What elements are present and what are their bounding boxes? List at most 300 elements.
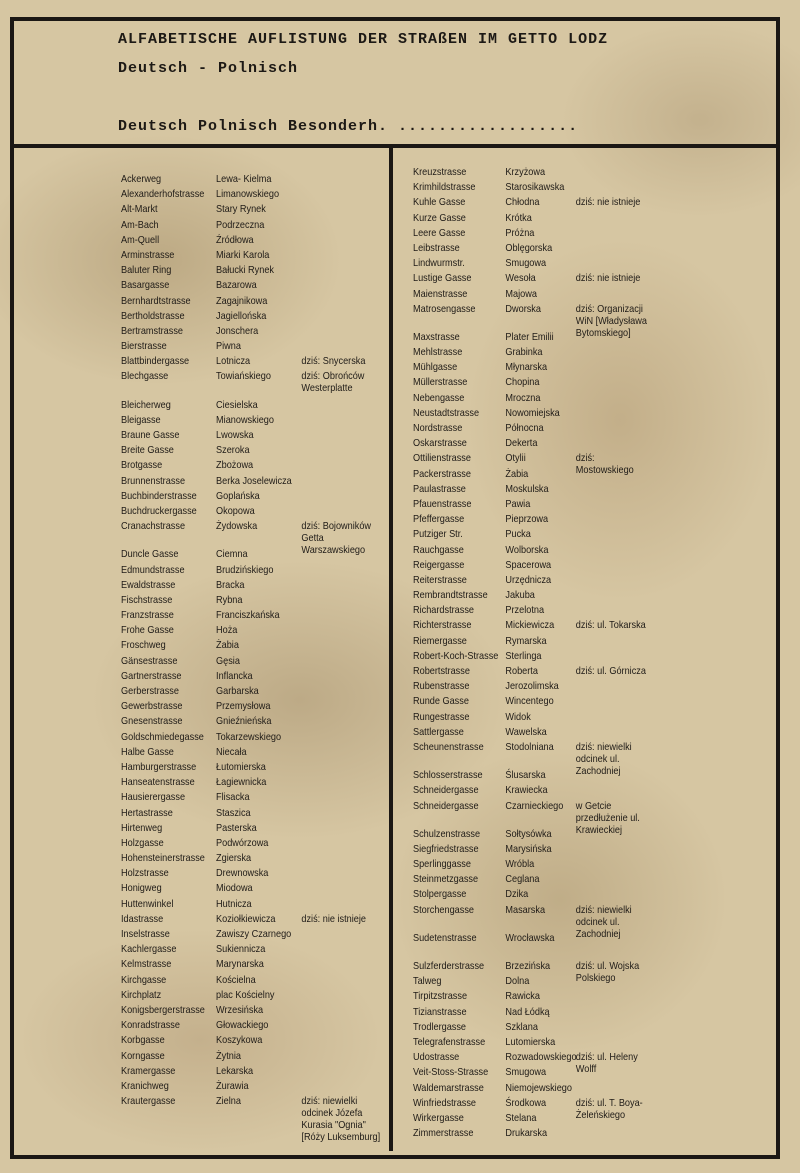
polish-street-name: Stelana bbox=[505, 1112, 537, 1124]
current-name-note: dziś: ul. Tokarska bbox=[575, 620, 646, 632]
polish-street-name: Jakuba bbox=[505, 590, 535, 602]
street-entry bbox=[413, 770, 730, 785]
german-street-name: Trodlergasse bbox=[413, 1021, 467, 1033]
german-street-name: Matrosengasse bbox=[413, 303, 476, 315]
german-street-name: Hamburgerstrasse bbox=[121, 761, 197, 773]
street-entry bbox=[413, 681, 730, 696]
street-entry bbox=[413, 727, 730, 742]
street-entry bbox=[121, 265, 354, 280]
street-entry bbox=[121, 430, 354, 445]
polish-street-name: Łagiewnicka bbox=[216, 777, 267, 789]
street-entry bbox=[413, 651, 730, 666]
polish-street-name: Bałucki Rynek bbox=[216, 265, 274, 277]
german-street-name: Buchbinderstrasse bbox=[121, 490, 197, 502]
german-street-name: Oskarstrasse bbox=[413, 438, 467, 450]
german-street-name: Kramergasse bbox=[121, 1065, 176, 1077]
polish-street-name: Wrocławska bbox=[505, 932, 555, 944]
polish-street-name: Wrzesińska bbox=[216, 1004, 264, 1016]
street-entry bbox=[413, 228, 730, 243]
street-entry bbox=[121, 701, 354, 716]
polish-street-name: Stodolniana bbox=[505, 741, 554, 753]
street-entry bbox=[121, 823, 354, 838]
current-name-note: dziś: ul. Wojska Polskiego bbox=[575, 961, 640, 984]
polish-street-name: Głowackiego bbox=[216, 1020, 269, 1032]
street-entry bbox=[121, 220, 354, 235]
german-street-name: Hohensteinerstrasse bbox=[121, 853, 205, 865]
street-entry bbox=[413, 859, 730, 874]
german-street-name: Udostrasse bbox=[413, 1052, 460, 1064]
polish-street-name: Wolborska bbox=[505, 544, 549, 556]
german-street-name: Reigergasse bbox=[413, 559, 465, 571]
polish-street-name: Majowa bbox=[505, 288, 537, 300]
german-street-name: Riemergasse bbox=[413, 635, 467, 647]
street-entry bbox=[413, 438, 730, 453]
german-street-name: Idastrasse bbox=[121, 913, 164, 925]
polish-street-name: Tokarzewskiego bbox=[216, 731, 282, 743]
street-entry bbox=[413, 889, 730, 904]
polish-street-name: Oblęgorska bbox=[505, 242, 553, 254]
polish-street-name: Jerozolimska bbox=[505, 681, 559, 693]
polish-street-name: Mianowskiego bbox=[216, 414, 274, 426]
street-entry bbox=[121, 506, 354, 521]
german-street-name: Fischstrasse bbox=[121, 594, 173, 606]
street-entry bbox=[413, 666, 730, 681]
street-entry bbox=[121, 732, 354, 747]
german-street-name: Braune Gasse bbox=[121, 430, 180, 441]
street-entry bbox=[121, 189, 354, 204]
polish-street-name: Mroczna bbox=[505, 392, 541, 404]
polish-street-name: Niecała bbox=[216, 746, 247, 758]
german-street-name: Brotgasse bbox=[121, 460, 163, 472]
german-street-name: Honigweg bbox=[121, 883, 162, 895]
street-entry bbox=[413, 829, 730, 844]
polish-street-name: Pucka bbox=[505, 529, 531, 541]
street-entry bbox=[413, 545, 730, 560]
german-street-name: Ewaldstrasse bbox=[121, 579, 176, 591]
street-entry bbox=[121, 808, 354, 823]
street-entry bbox=[121, 610, 354, 625]
german-street-name: Scheunenstrasse bbox=[413, 741, 484, 753]
german-street-name: Franzstrasse bbox=[121, 610, 174, 622]
street-entry bbox=[413, 1067, 730, 1082]
street-entry bbox=[121, 625, 354, 640]
polish-street-name: Nowomiejska bbox=[505, 407, 560, 419]
polish-street-name: Okopowa bbox=[216, 505, 255, 517]
german-street-name: Sperlinggasse bbox=[413, 859, 471, 871]
street-entry bbox=[121, 326, 354, 341]
street-entry bbox=[121, 640, 354, 655]
polish-street-name: Przemysłowa bbox=[216, 701, 271, 713]
street-entry bbox=[413, 289, 730, 304]
street-entry bbox=[413, 484, 730, 499]
polish-street-name: Berka Joselewicza bbox=[216, 475, 292, 487]
german-street-name: Blattbindergasse bbox=[121, 356, 190, 368]
german-street-name: Maienstrasse bbox=[413, 288, 468, 300]
street-entry bbox=[121, 1020, 354, 1035]
polish-street-name: Masarska bbox=[505, 904, 546, 916]
street-entry bbox=[121, 1005, 354, 1020]
polish-street-name: Urzędnicza bbox=[505, 574, 552, 586]
german-street-name: Richterstrasse bbox=[413, 620, 472, 632]
street-entry bbox=[121, 671, 354, 686]
german-street-name: Mühlgasse bbox=[413, 362, 458, 374]
street-entry bbox=[413, 469, 730, 484]
polish-street-name: Marynarska bbox=[216, 959, 264, 971]
street-entry bbox=[121, 491, 354, 506]
german-street-name: Schlosserstrasse bbox=[413, 770, 483, 782]
german-street-name: Hanseatenstrasse bbox=[121, 777, 195, 789]
street-entry bbox=[413, 696, 730, 711]
street-entry bbox=[121, 1035, 354, 1050]
german-street-name: Breite Gasse bbox=[121, 445, 174, 457]
street-entry bbox=[121, 929, 354, 944]
german-street-name: Reiterstrasse bbox=[413, 574, 467, 586]
polish-street-name: Czarnieckiego bbox=[505, 800, 564, 812]
polish-street-name: Łutomierska bbox=[216, 761, 266, 773]
current-name-note: dziś: Snycerska bbox=[301, 356, 366, 368]
polish-street-name: Dolna bbox=[505, 976, 530, 988]
polish-street-name: Żabia bbox=[505, 468, 529, 480]
street-entry bbox=[413, 712, 730, 727]
polish-street-name: Garbarska bbox=[216, 686, 259, 697]
german-street-name: Kirchgasse bbox=[121, 974, 167, 986]
street-entry bbox=[413, 197, 730, 212]
street-entry bbox=[121, 445, 354, 460]
street-entry bbox=[121, 250, 354, 265]
german-street-name: Putziger Str. bbox=[413, 529, 463, 541]
german-street-name: Wirkergasse bbox=[413, 1112, 464, 1124]
polish-street-name: Zgierska bbox=[216, 853, 252, 865]
street-entry bbox=[413, 347, 730, 362]
polish-street-name: Otylii bbox=[505, 453, 526, 465]
polish-street-name: Drewnowska bbox=[216, 868, 269, 880]
current-name-note: dziś: ul. T. Boya-Żeleńskiego bbox=[575, 1097, 643, 1121]
german-street-name: Duncle Gasse bbox=[121, 549, 179, 561]
german-street-name: Bernhardtstrasse bbox=[121, 295, 191, 307]
german-street-name: Waldemarstrasse bbox=[413, 1082, 484, 1094]
street-entry bbox=[121, 1066, 354, 1081]
german-street-name: Lustige Gasse bbox=[413, 273, 472, 285]
street-entry bbox=[121, 280, 354, 295]
german-street-name: Bierstrasse bbox=[121, 341, 167, 353]
german-street-name: Stolpergasse bbox=[413, 889, 467, 901]
street-entry bbox=[413, 423, 730, 438]
german-street-name: Packerstrasse bbox=[413, 468, 471, 480]
polish-street-name: Środkowa bbox=[505, 1097, 547, 1109]
current-name-note: dziś: ul. Górnicza bbox=[575, 666, 646, 677]
polish-street-name: Chłodna bbox=[505, 197, 540, 209]
german-street-name: Telegrafenstrasse bbox=[413, 1036, 486, 1048]
german-street-name: Basargasse bbox=[121, 280, 170, 292]
street-entry bbox=[121, 1051, 354, 1066]
german-street-name: Bertramstrasse bbox=[121, 325, 183, 337]
polish-street-name: Żabia bbox=[216, 640, 239, 652]
german-street-name: Kirchplatz bbox=[121, 989, 162, 1001]
german-street-name: Nebengasse bbox=[413, 392, 465, 404]
street-entry bbox=[121, 341, 354, 356]
street-entry bbox=[413, 605, 730, 620]
german-street-name: Korngasse bbox=[121, 1050, 165, 1062]
polish-street-name: Goplańska bbox=[216, 490, 260, 502]
polish-street-name: Żydowska bbox=[216, 521, 258, 533]
header-divider bbox=[10, 144, 780, 148]
polish-street-name: Marysińska bbox=[505, 843, 552, 855]
street-entry bbox=[121, 716, 354, 731]
german-street-name: Kreuzstrasse bbox=[413, 167, 467, 178]
current-name-note: dziś: nie istnieje bbox=[301, 913, 366, 925]
current-name-note: w Getcie przedłużenie ul. Krawieckiej bbox=[575, 800, 640, 836]
german-street-name: Bleigasse bbox=[121, 414, 161, 426]
street-entry bbox=[121, 549, 354, 564]
street-entry bbox=[413, 514, 730, 529]
street-entry bbox=[413, 213, 730, 228]
polish-street-name: Mickiewicza bbox=[505, 620, 555, 632]
street-entry bbox=[121, 656, 354, 671]
german-street-name: Rembrandtstrasse bbox=[413, 590, 488, 602]
polish-street-name: Lekarska bbox=[216, 1065, 254, 1077]
polish-street-name: Lwowska bbox=[216, 430, 254, 441]
german-street-name: Rubenstrasse bbox=[413, 681, 470, 693]
street-entry bbox=[121, 959, 354, 974]
polish-street-name: Nad Łódką bbox=[505, 1006, 550, 1018]
street-entry bbox=[121, 565, 354, 580]
polish-street-name: Pawia bbox=[505, 498, 531, 510]
polish-street-name: Ślusarska bbox=[505, 770, 546, 782]
polish-street-name: Wesoła bbox=[505, 273, 536, 285]
polish-street-name: Sukiennicza bbox=[216, 944, 266, 956]
polish-street-name: Przelotna bbox=[505, 605, 545, 617]
polish-street-name: Lutomierska bbox=[505, 1036, 556, 1048]
german-street-name: Richardstrasse bbox=[413, 605, 474, 617]
street-entry bbox=[413, 393, 730, 408]
polish-street-name: Miarki Karola bbox=[216, 249, 270, 261]
polish-street-name: Smugowa bbox=[505, 258, 547, 270]
polish-street-name: Wróbla bbox=[505, 859, 535, 871]
german-street-name: Huttenwinkel bbox=[121, 898, 174, 910]
german-street-name: Ackerweg bbox=[121, 174, 162, 185]
polish-street-name: Widok bbox=[505, 711, 531, 723]
german-street-name: Winfriedstrasse bbox=[413, 1097, 477, 1109]
polish-street-name: Rybna bbox=[216, 594, 243, 606]
polish-street-name: Ciesielska bbox=[216, 399, 258, 411]
polish-street-name: Ciemna bbox=[216, 549, 248, 561]
street-entry bbox=[413, 1113, 730, 1128]
street-entry bbox=[413, 575, 730, 590]
street-entry bbox=[121, 792, 354, 807]
polish-street-name: Dzika bbox=[505, 889, 529, 901]
german-street-name: Veit-Stoss-Strasse bbox=[413, 1067, 489, 1079]
street-entry bbox=[121, 371, 365, 395]
street-entry bbox=[121, 762, 354, 777]
german-street-name: Konradstrasse bbox=[121, 1020, 180, 1032]
street-entry bbox=[121, 1081, 354, 1096]
german-street-name: Gewerbstrasse bbox=[121, 701, 183, 713]
german-street-name: Korbgasse bbox=[121, 1035, 165, 1047]
polish-street-name: Ceglana bbox=[505, 874, 540, 886]
german-street-name: Ottilienstrasse bbox=[413, 453, 471, 465]
german-street-name: Brunnenstrasse bbox=[121, 475, 186, 487]
street-entry bbox=[413, 273, 730, 288]
polish-street-name: Krótka bbox=[505, 212, 532, 224]
german-street-name: Müllerstrasse bbox=[413, 377, 468, 389]
street-entry bbox=[413, 332, 730, 347]
german-street-name: Hausierergasse bbox=[121, 792, 186, 804]
right-street-list bbox=[413, 167, 773, 1143]
street-entry bbox=[121, 1096, 381, 1144]
german-street-name: Maxstrasse bbox=[413, 331, 460, 343]
polish-street-name: Młynarska bbox=[505, 362, 548, 374]
polish-street-name: Podwórzowa bbox=[216, 837, 269, 849]
german-street-name: Alexanderhofstrasse bbox=[121, 189, 205, 201]
polish-street-name: Starosikawska bbox=[505, 182, 565, 194]
german-street-name: Cranachstrasse bbox=[121, 521, 186, 533]
german-street-name: Leibstrasse bbox=[413, 242, 460, 254]
polish-street-name: Żytnia bbox=[216, 1050, 241, 1062]
street-entry bbox=[413, 933, 730, 948]
polish-street-name: plac Kościelny bbox=[216, 989, 275, 1001]
polish-street-name: Roberta bbox=[505, 666, 538, 677]
german-street-name: Kelmstrasse bbox=[121, 959, 172, 971]
german-street-name: Buchdruckergasse bbox=[121, 505, 197, 517]
polish-street-name: Rozwadowskiego bbox=[505, 1052, 577, 1064]
german-street-name: Pfeffergasse bbox=[413, 514, 465, 526]
german-street-name: Tirpitzstrasse bbox=[413, 991, 468, 1003]
left-street-list bbox=[121, 174, 386, 1144]
german-street-name: Talweg bbox=[413, 976, 442, 988]
german-street-name: Tizianstrasse bbox=[413, 1006, 467, 1018]
german-street-name: Am-Bach bbox=[121, 219, 159, 231]
street-entry bbox=[121, 296, 354, 311]
german-street-name: Holzstrasse bbox=[121, 868, 169, 880]
polish-street-name: Kościelna bbox=[216, 974, 256, 986]
street-entry bbox=[413, 408, 730, 423]
german-street-name: Robert-Koch-Strasse bbox=[413, 650, 499, 662]
polish-street-name: Pasterska bbox=[216, 822, 257, 834]
polish-street-name: Miodowa bbox=[216, 883, 253, 895]
street-entry bbox=[121, 356, 366, 371]
polish-street-name: Lotnicza bbox=[216, 356, 251, 368]
street-entry bbox=[121, 990, 354, 1005]
polish-street-name: Zagajnikowa bbox=[216, 295, 268, 307]
street-entry bbox=[121, 311, 354, 326]
german-street-name: Mehlstrasse bbox=[413, 347, 463, 359]
german-street-name: Schneidergasse bbox=[413, 800, 479, 812]
german-street-name: Runde Gasse bbox=[413, 696, 469, 708]
german-street-name: Lindwurmstr. bbox=[413, 258, 465, 270]
german-street-name: Krimhildstrasse bbox=[413, 182, 476, 194]
polish-street-name: Staszica bbox=[216, 807, 251, 819]
street-entry bbox=[121, 595, 354, 610]
document-title: ALFABETISCHE AUFLISTUNG DER STRAßEN IM GETTO LODZ bbox=[118, 31, 609, 48]
german-street-name: Kurze Gasse bbox=[413, 212, 466, 224]
polish-street-name: Stary Rynek bbox=[216, 204, 266, 216]
current-name-note: dziś: Mostowskiego bbox=[575, 453, 634, 477]
polish-street-name: Rymarska bbox=[505, 635, 547, 647]
street-entry bbox=[121, 975, 354, 990]
german-street-name: Hertastrasse bbox=[121, 807, 173, 819]
polish-street-name: Bazarowa bbox=[216, 280, 257, 292]
street-entry bbox=[413, 1083, 730, 1098]
street-entry bbox=[121, 204, 354, 219]
german-street-name: Krautergasse bbox=[121, 1096, 176, 1108]
column-headers: Deutsch Polnisch Besonderh. .................. bbox=[118, 118, 579, 135]
street-entry bbox=[413, 560, 730, 575]
document-subtitle: Deutsch - Polnisch bbox=[118, 60, 299, 77]
german-street-name: Robertstrasse bbox=[413, 666, 470, 677]
street-entry bbox=[413, 620, 730, 635]
polish-street-name: Franciszkańska bbox=[216, 610, 280, 622]
street-entry bbox=[121, 899, 354, 914]
polish-street-name: Wawelska bbox=[505, 726, 547, 738]
polish-street-name: Brzezińska bbox=[505, 961, 551, 972]
polish-street-name: Pieprzowa bbox=[505, 514, 549, 526]
street-entry bbox=[121, 913, 366, 929]
current-name-note: dziś: nie istnieje bbox=[575, 273, 641, 285]
german-street-name: Schulzenstrasse bbox=[413, 828, 481, 840]
polish-street-name: Koziołkiewicza bbox=[216, 913, 276, 925]
column-divider bbox=[389, 146, 393, 1151]
polish-street-name: Chopina bbox=[505, 377, 540, 389]
german-street-name: Sattlergasse bbox=[413, 726, 464, 738]
polish-street-name: Lewa- Kielma bbox=[216, 174, 272, 185]
german-street-name: Alt-Markt bbox=[121, 204, 158, 216]
polish-street-name: Rawicka bbox=[505, 991, 540, 1003]
german-street-name: Goldschmiedegasse bbox=[121, 731, 204, 743]
street-entry bbox=[121, 868, 354, 883]
polish-street-name: Żurawia bbox=[216, 1080, 249, 1092]
polish-street-name: Piwna bbox=[216, 341, 241, 353]
polish-street-name: Źródłowa bbox=[216, 234, 254, 246]
street-entry bbox=[413, 844, 730, 859]
polish-street-name: Wincentego bbox=[505, 696, 554, 708]
german-street-name: Holzgasse bbox=[121, 837, 164, 849]
street-entry bbox=[121, 415, 354, 430]
german-street-name: Neustadtstrasse bbox=[413, 407, 480, 419]
street-entry bbox=[413, 182, 730, 197]
german-street-name: Bleicherweg bbox=[121, 399, 171, 411]
polish-street-name: Towiańskiego bbox=[216, 371, 271, 383]
polish-street-name: Brudzińskiego bbox=[216, 564, 274, 576]
german-street-name: Edmundstrasse bbox=[121, 564, 185, 576]
polish-street-name: Zielna bbox=[216, 1096, 241, 1108]
german-street-name: Nordstrasse bbox=[413, 423, 463, 434]
polish-street-name: Inflancka bbox=[216, 670, 253, 682]
polish-street-name: Flisacka bbox=[216, 792, 250, 804]
german-street-name: Siegfriedstrasse bbox=[413, 843, 479, 855]
street-entry bbox=[413, 976, 730, 991]
current-name-note: dziś: niewielki odcinek Józefa Kurasia "Ognia" [Róży Luksemburg] bbox=[301, 1096, 381, 1144]
polish-street-name: Gęsia bbox=[216, 655, 240, 667]
german-street-name: Kachlergasse bbox=[121, 944, 177, 956]
street-entry bbox=[413, 362, 730, 377]
polish-street-name: Koszykowa bbox=[216, 1035, 263, 1047]
polish-street-name: Krzyżowa bbox=[505, 167, 546, 178]
german-street-name: Gnesenstrasse bbox=[121, 716, 183, 728]
current-name-note: dziś: Bojowników Getta Warszawskiego bbox=[301, 521, 372, 557]
current-name-note: dziś: niewielki odcinek ul. Zachodniej bbox=[575, 741, 632, 777]
german-street-name: Arminstrasse bbox=[121, 249, 175, 261]
german-street-name: Rungestrasse bbox=[413, 711, 470, 723]
street-entry bbox=[121, 400, 354, 415]
current-name-note: dziś: ul. Heleny Wolff bbox=[575, 1052, 638, 1076]
street-entry bbox=[413, 1128, 730, 1143]
street-entry bbox=[413, 991, 730, 1006]
german-street-name: Hirtenweg bbox=[121, 822, 163, 834]
german-street-name: Paulastrasse bbox=[413, 483, 466, 495]
street-entry bbox=[413, 529, 730, 544]
street-entry bbox=[413, 243, 730, 258]
street-entry bbox=[121, 853, 354, 868]
